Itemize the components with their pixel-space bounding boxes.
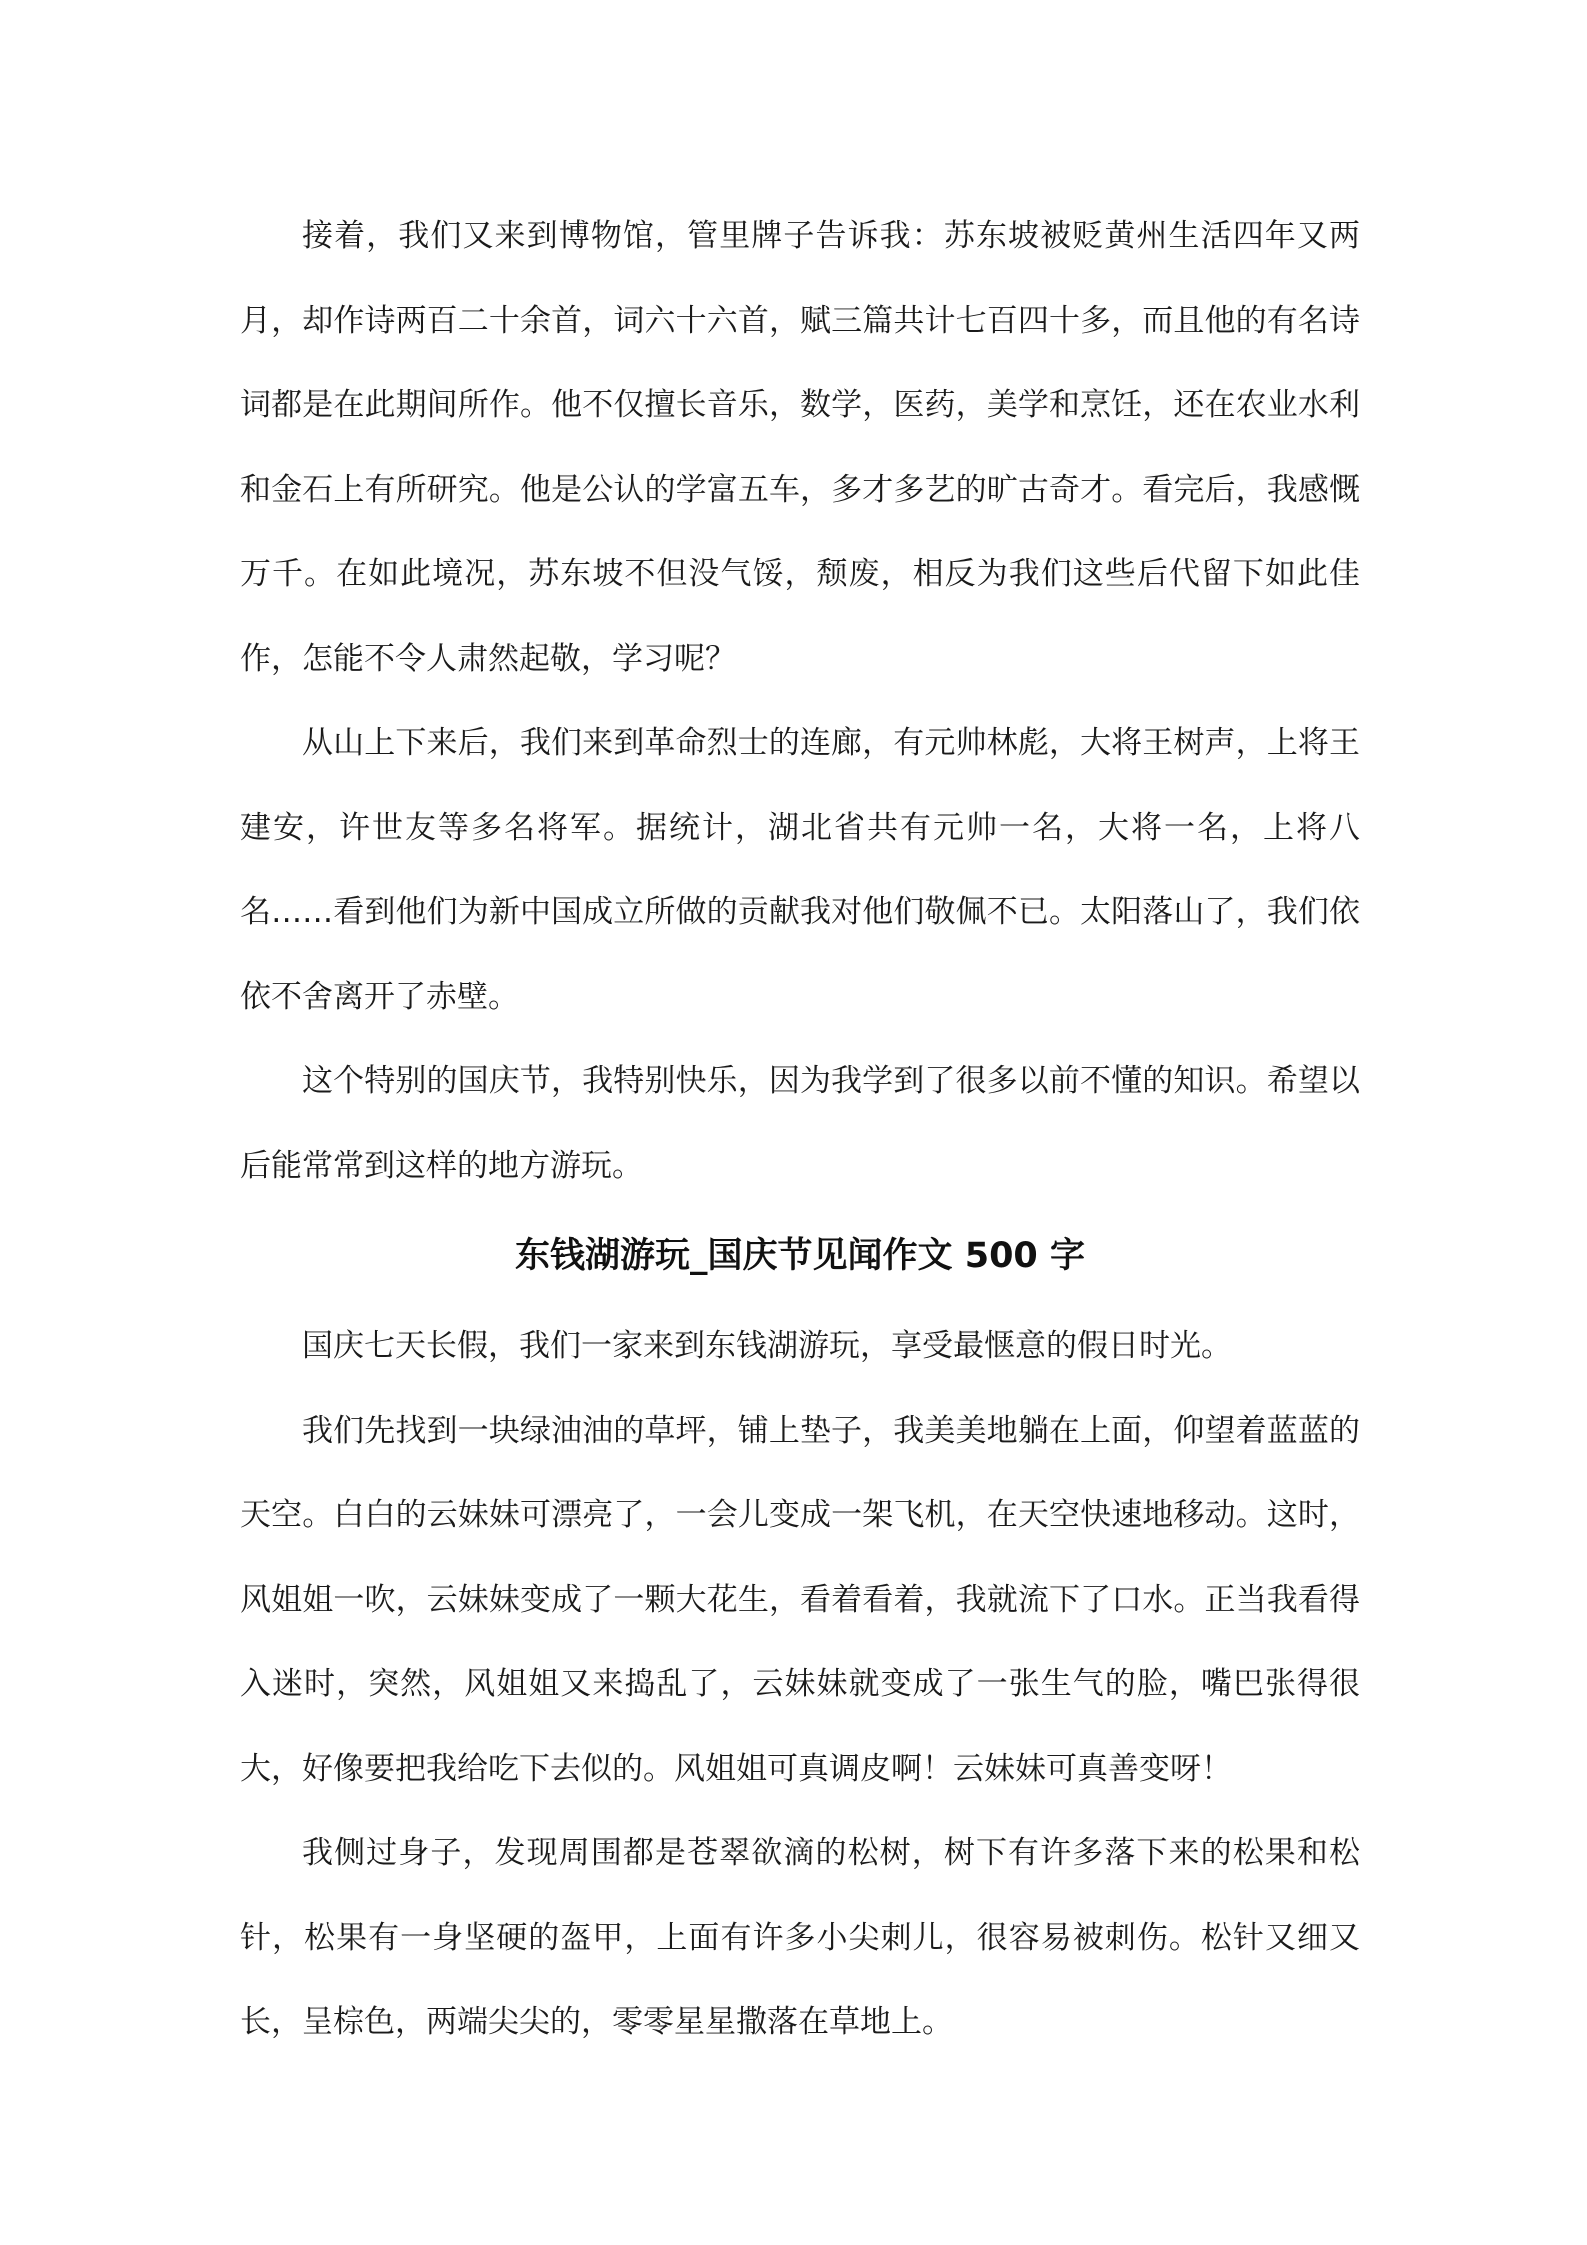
paragraph-martyrs-corridor: 从山上下来后，我们来到革命烈士的连廊，有元帅林彪，大将王树声，上将王建安，许世友等多名将军。据统计，湖北省共有元帅一名，大将一名，上将八名……看到他们为新中国成立所做的贡献我对他们敬佩不已。太阳落山了，我们依依不舍离开了赤壁。: [240, 725, 1360, 1015]
paragraph-pine-trees: 我侧过身子，发现周围都是苍翠欲滴的松树，树下有许多落下来的松果和松针，松果有一身坚硬的盔甲，上面有许多小尖刺儿，很容易被刺伤。松针又细又长，呈棕色，两端尖尖的，零零星星撒落在草地上。: [240, 1835, 1360, 2040]
paragraph-national-day-summary: 这个特别的国庆节，我特别快乐，因为我学到了很多以前不懂的知识。希望以后能常常到这样的地方游玩。: [240, 1063, 1360, 1184]
section-title: 东钱湖游玩_国庆节见闻作文 500 字: [515, 1236, 1085, 1276]
paragraph-clouds: 我们先找到一块绿油油的草坪，铺上垫子，我美美地躺在上面，仰望着蓝蓝的天空。白白的云妹妹可漂亮了，一会儿变成一架飞机，在天空快速地移动。这时，风姐姐一吹，云妹妹变成了一颗大花生，看着看着，我就流下了口水。正当我看得入迷时，突然，风姐姐又来捣乱了，云妹妹就变成了一张生气的脸，嘴巴张得很大，好像要把我给吃下去似的。风姐姐可真调皮啊！云妹妹可真善变呀！: [240, 1412, 1360, 1787]
document-body: [240, 194, 1360, 2065]
paragraph-holiday-intro: 国庆七天长假，我们一家来到东钱湖游玩，享受最惬意的假日时光。: [302, 1328, 1232, 1364]
paragraph-museum: 接着，我们又来到博物馆，管里牌子告诉我：苏东坡被贬黄州生活四年又两月，却作诗两百二十余首，词六十六首，赋三篇共计七百四十多，而且他的有名诗词都是在此期间所作。他不仅擅长音乐，数学，医药，美学和烹饪，还在农业水利和金石上有所研究。他是公认的学富五车，多才多艺的旷古奇才。看完后，我感慨万千。在如此境况，苏东坡不但没气馁，颓废，相反为我们这些后代留下如此佳作，怎能不令人肃然起敬，学习呢？: [240, 218, 1360, 677]
